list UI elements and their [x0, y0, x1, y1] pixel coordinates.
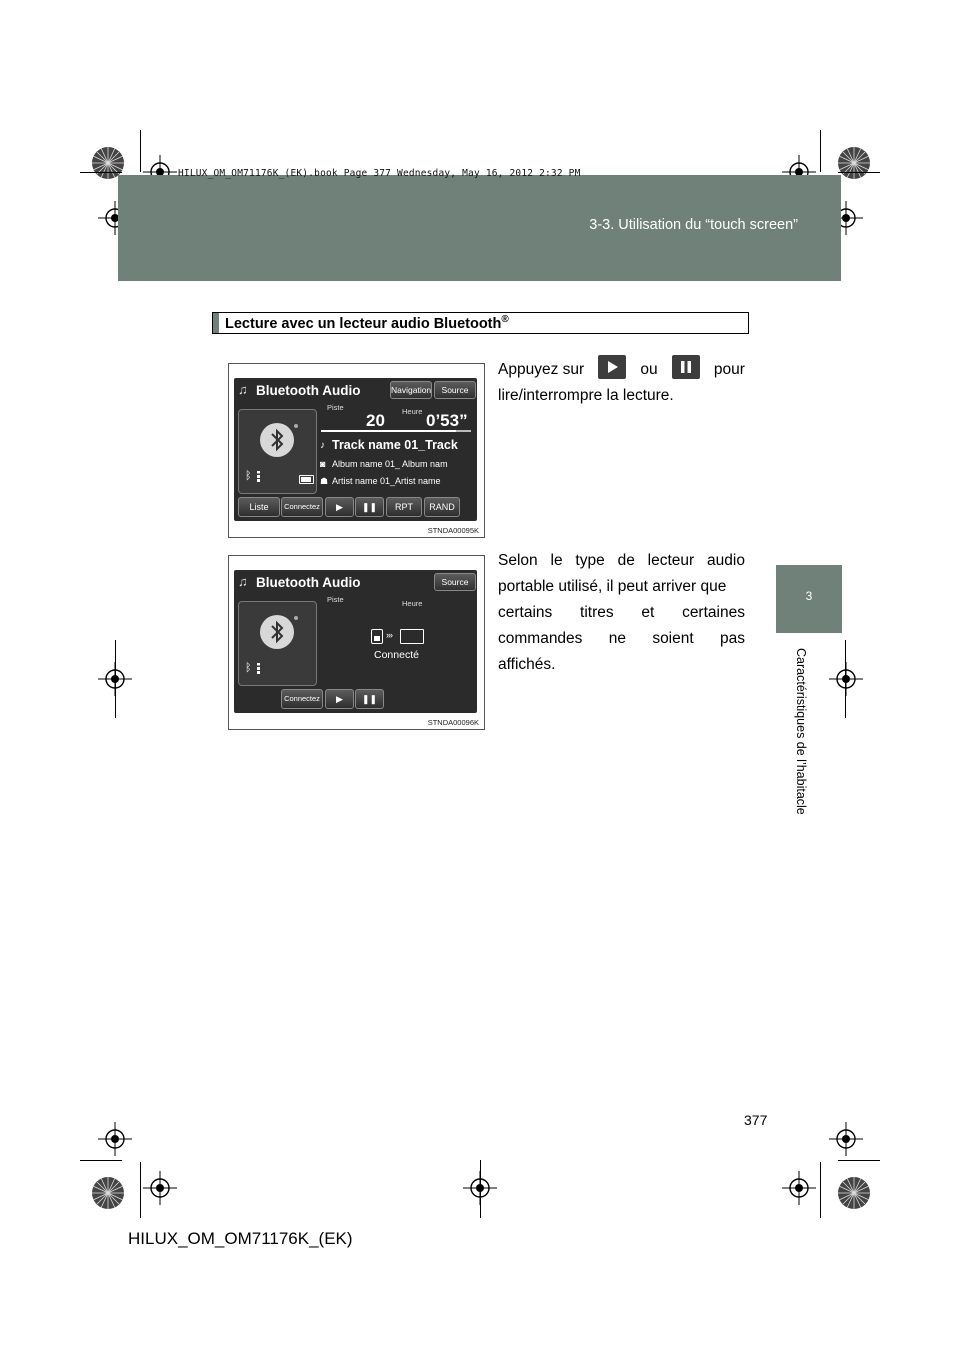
battery-icon [299, 475, 314, 484]
artist-name: Artist name 01_Artist name [332, 476, 441, 486]
connect-button[interactable]: Connectez [281, 497, 323, 517]
registration-mark [98, 1122, 132, 1156]
source-label: Source [441, 577, 469, 587]
text-pour: pour [713, 361, 745, 378]
bluetooth-pane [238, 601, 317, 686]
trim-line [480, 1160, 481, 1218]
album-name: Album name 01_ Album nam [332, 459, 448, 469]
document-id: HILUX_OM_OM71176K_(EK) [128, 1229, 353, 1248]
paragraph-play-pause [498, 357, 745, 409]
bluetooth-pane [238, 409, 317, 494]
list-button[interactable]: Liste [238, 497, 280, 517]
bluetooth-small-icon: ᛒ [245, 470, 252, 482]
heading-title: Lecture avec un lecteur audio Bluetooth [225, 315, 502, 332]
paragraph-line: lire/interrompre la lecture. [498, 387, 674, 404]
screenshot-bluetooth-audio-connected [228, 555, 485, 730]
text-ou: ou [640, 361, 658, 378]
trim-line [838, 1160, 880, 1161]
screen-title: Bluetooth Audio [256, 575, 361, 590]
signal-dots-icon [257, 471, 260, 482]
play-button[interactable] [325, 689, 354, 709]
registered-mark: ® [501, 314, 509, 325]
word: Selon [498, 552, 538, 569]
section-heading [212, 312, 749, 334]
phone-icon [371, 629, 383, 644]
source-button[interactable] [434, 573, 476, 591]
figure-code: STNDA00096K [427, 718, 479, 727]
figure-code: STNDA00095K [427, 526, 479, 535]
pause-icon: ❚❚ [361, 694, 378, 704]
paragraph-line: portable utilisé, il peut arriver que [498, 578, 727, 595]
play-icon: ▶ [336, 694, 343, 704]
trim-line [838, 172, 880, 173]
page-number: 377 [744, 1112, 768, 1128]
paragraph-line: affichés. [498, 656, 556, 673]
word: type [575, 552, 605, 569]
navigation-button[interactable]: Navigation [390, 381, 432, 399]
progress-track [321, 430, 471, 432]
screen-title: Bluetooth Audio [256, 383, 361, 398]
sunburst-mark [836, 1175, 872, 1211]
word: soient [652, 630, 694, 647]
play-icon [598, 355, 626, 379]
track-name: Track name 01_Track [332, 438, 458, 452]
registration-mark [782, 1171, 816, 1205]
trim-line [140, 130, 141, 172]
word: pas [720, 630, 745, 647]
word: le [550, 552, 563, 569]
word: et [641, 604, 655, 621]
indicator-dot [294, 424, 298, 428]
paragraph-note [498, 548, 745, 678]
screen [234, 570, 477, 713]
text-appuyez: Appuyez sur [498, 361, 585, 378]
arrows-icon: ››› [386, 630, 392, 640]
source-button[interactable] [434, 381, 476, 399]
label-heure: Heure [402, 599, 423, 608]
section-title: 3-3. Utilisation du “touch screen” [589, 217, 798, 233]
pause-button[interactable] [355, 689, 384, 709]
music-note-icon: ♫ [238, 382, 248, 397]
bluetooth-small-icon: ᛒ [245, 662, 252, 674]
registration-mark [143, 1171, 177, 1205]
sunburst-mark [836, 145, 872, 181]
chapter-label: Caractéristiques de l’habitacle [794, 648, 808, 815]
progress-fill [321, 430, 456, 432]
word: lecteur [647, 552, 695, 569]
chapter-number: 3 [805, 589, 813, 603]
note-icon: ♪ [320, 440, 325, 451]
screen [234, 378, 477, 521]
bluetooth-icon [260, 615, 294, 649]
registration-mark [829, 1122, 863, 1156]
music-note-icon: ♫ [238, 574, 248, 589]
print-stamp: HILUX_OM_OM71176K_(EK).book Page 377 Wednesday, May 16, 2012 2:32 PM [178, 168, 581, 179]
label-piste: Piste [327, 595, 344, 604]
word: audio [707, 552, 745, 569]
album-icon: ◙ [320, 459, 326, 469]
paragraph-line [498, 600, 745, 626]
word: de [617, 552, 635, 569]
play-button[interactable] [325, 497, 354, 517]
signal-dots-icon [257, 663, 260, 674]
connect-button[interactable]: Connectez [281, 689, 323, 709]
trim-line [80, 172, 122, 173]
word: certaines [682, 604, 745, 621]
word: titres [580, 604, 614, 621]
heading-text [225, 314, 509, 332]
word: ne [608, 630, 626, 647]
word: commandes [498, 630, 583, 647]
head-unit-icon [400, 629, 424, 644]
paragraph-line [498, 626, 745, 652]
track-number: 20 [366, 411, 385, 430]
heading-accent-bar [213, 313, 219, 333]
artist-icon: ☗ [320, 476, 329, 486]
source-label: Source [441, 385, 469, 395]
label-piste: Piste [327, 403, 344, 412]
trim-line [115, 640, 116, 718]
word: certains [498, 604, 553, 621]
chapter-tab [776, 565, 842, 633]
paragraph-line [498, 357, 745, 383]
play-icon: ▶ [336, 502, 343, 512]
pause-icon [672, 355, 700, 379]
pause-icon: ❚❚ [361, 502, 378, 512]
indicator-dot [294, 616, 298, 620]
registration-mark [829, 662, 863, 696]
trim-line [820, 130, 821, 172]
trim-line [845, 640, 846, 718]
pause-button[interactable] [355, 497, 384, 517]
bluetooth-icon [260, 423, 294, 457]
screenshot-bluetooth-audio-playing [228, 363, 485, 538]
trim-line [80, 1160, 122, 1161]
trim-line [820, 1162, 821, 1218]
sunburst-mark [90, 1175, 126, 1211]
label-heure: Heure [402, 407, 423, 416]
random-button[interactable]: RAND [424, 497, 460, 517]
trim-line [140, 1162, 141, 1218]
elapsed-time: 0’53” [426, 411, 468, 430]
paragraph-line [498, 548, 745, 574]
repeat-button[interactable]: RPT [386, 497, 422, 517]
connected-status: Connecté [374, 649, 419, 661]
